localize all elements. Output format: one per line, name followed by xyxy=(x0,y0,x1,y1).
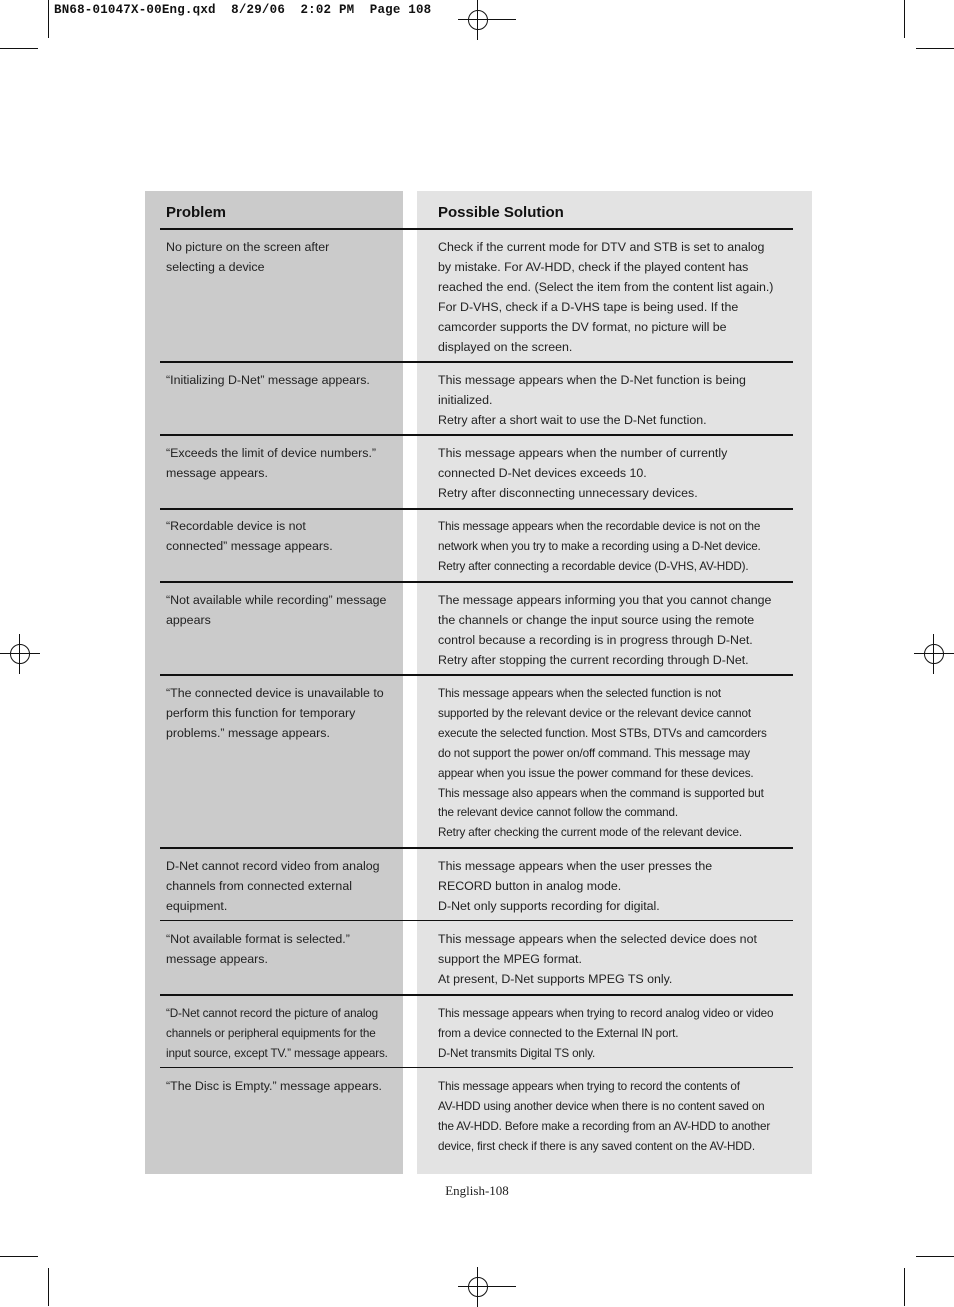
registration-mark-top xyxy=(458,0,498,40)
header-rule xyxy=(160,228,793,230)
print-slug: BN68-01047X-00Eng.qxd 8/29/06 2:02 PM Page 108 xyxy=(54,3,432,17)
crop-mark xyxy=(48,1268,49,1306)
registration-mark-left xyxy=(0,634,40,674)
solution-cell: This message appears when the user presses the RECORD button in analog mode. D-Net only supports recording for digital. xyxy=(438,859,713,913)
solution-cell: This message appears when the selected function is not supported by the relevant device or the relevant device cannot execute the selected function. Most STBs, DTVs and camcorders do not support the power on/off command. This message may appear when you issue the power command for these devices. This message also appears when the command is supported but the relevant device cannot follow the command. Retry after checking the current mode of the relevant device. xyxy=(438,687,767,840)
crop-mark xyxy=(904,0,905,38)
crop-mark xyxy=(0,1256,38,1257)
crop-mark xyxy=(0,48,38,49)
registration-mark-bottom xyxy=(458,1267,498,1307)
solution-cell: This message appears when the selected device does not support the MPEG format. At present, D-Net supports MPEG TS only. xyxy=(438,932,757,986)
solution-cell: This message appears when the recordable device is not on the network when you try to make a recording using a D-Net device. Retry after connecting a recordable device (D-VHS, AV-HDD). xyxy=(438,520,761,573)
solution-cell: The message appears informing you that you cannot change the channels or change the input source using the remote control because a recording is in progress through D-Net. Retry after stopping the current recording through D-Net. xyxy=(438,593,772,667)
solution-cell: This message appears when the number of currently connected D-Net devices exceeds 10. Retry after disconnecting unnecessary devices. xyxy=(438,446,728,500)
problem-cell: “Not available while recording” message appears xyxy=(166,593,387,627)
crop-mark xyxy=(916,48,954,49)
row-divider xyxy=(160,434,793,436)
row-divider xyxy=(160,508,793,510)
solution-cell: Check if the current mode for DTV and STB is set to analog by mistake. For AV-HDD, check if the played content has reached the end. (Select the item from the content list again.) For D-VHS, check if a D-VHS tape is being used. If the camcorder supports the DV format, no picture will be displayed on the screen. xyxy=(438,240,774,354)
problem-cell: “D-Net cannot record the picture of analog channels or peripheral equipments for the input source, except TV.” message appears. xyxy=(166,1007,388,1060)
crop-mark xyxy=(48,0,49,38)
problem-cell: “Initializing D-Net” message appears. xyxy=(166,373,370,387)
problem-cell: No picture on the screen after selecting a device xyxy=(166,240,330,274)
row-divider xyxy=(160,994,793,996)
row-divider xyxy=(160,920,793,921)
problem-cell: D-Net cannot record video from analog channels from connected external equipment. xyxy=(166,859,380,913)
row-divider xyxy=(160,361,793,363)
problem-header: Problem xyxy=(166,204,227,221)
solution-cell: This message appears when trying to record the contents of AV-HDD using another device when there is no content saved on the AV-HDD. Before make a recording from an AV-HDD to another device, first check if there is any saved content on the AV-HDD. xyxy=(438,1080,771,1153)
problem-cell: “The Disc is Empty.” message appears. xyxy=(166,1079,382,1093)
problem-cell: “Exceeds the limit of device numbers.” message appears. xyxy=(166,446,377,480)
problem-cell: “The connected device is unavailable to perform this function for temporary problems.” message appears. xyxy=(166,686,384,740)
row-divider xyxy=(160,581,793,583)
registration-line xyxy=(478,19,516,20)
problem-cell: “Not available format is selected.” message appears. xyxy=(166,932,350,966)
crop-mark xyxy=(916,1256,954,1257)
crop-mark xyxy=(904,1268,905,1306)
problem-cell: “Recordable device is not connected” message appears. xyxy=(166,519,333,553)
registration-mark-right xyxy=(914,634,954,674)
registration-line xyxy=(478,1286,516,1287)
row-divider xyxy=(160,847,793,849)
page-number: English-108 xyxy=(445,1183,509,1198)
row-divider xyxy=(160,1067,793,1068)
solution-header: Possible Solution xyxy=(438,204,564,221)
solution-cell: This message appears when the D-Net function is being initialized. Retry after a short wait to use the D-Net function. xyxy=(438,373,746,427)
solution-cell: This message appears when trying to record analog video or video from a device connected to the External IN port. D-Net transmits Digital TS only. xyxy=(438,1007,774,1060)
row-divider xyxy=(160,674,793,676)
